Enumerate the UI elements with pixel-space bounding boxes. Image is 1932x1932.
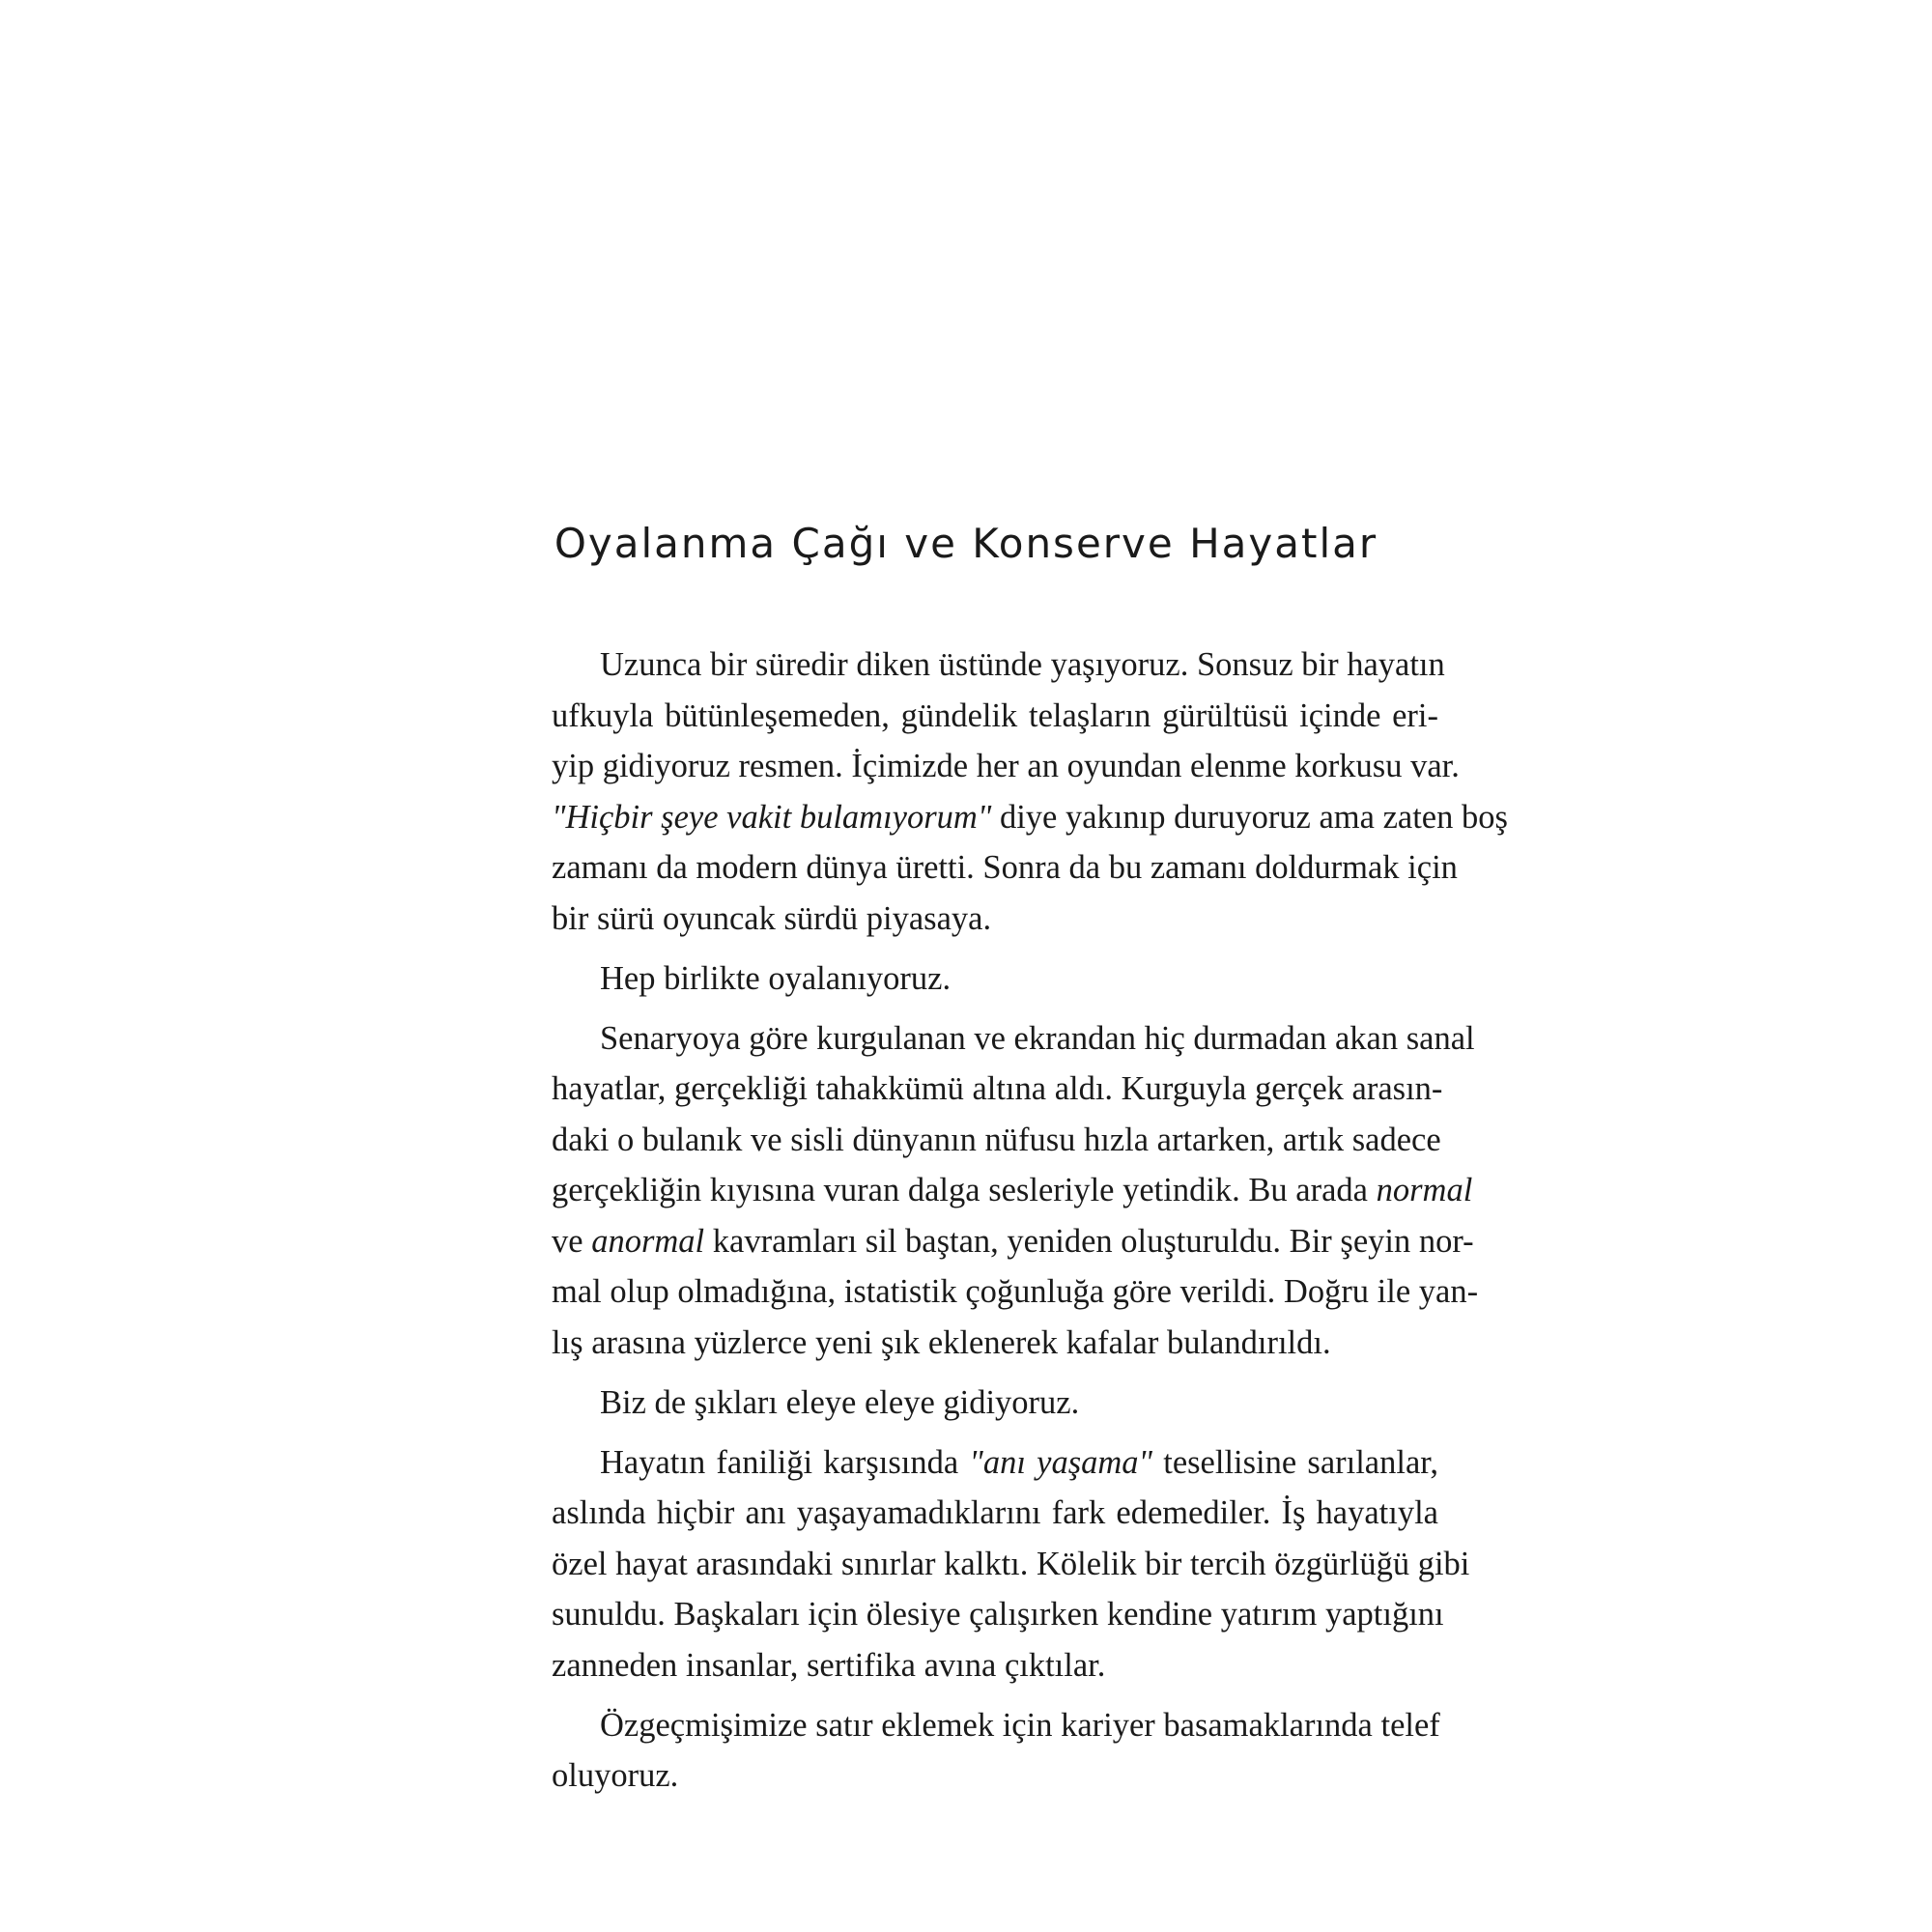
paragraph-2 <box>503 953 1438 1005</box>
text-line <box>503 1437 1438 1489</box>
italic-quote: "Hiçbir şeye vakit bulamıyorum" <box>552 798 992 836</box>
text-line: daki o bulanık ve sisli dünyanın nüfusu hızla artarken, artık sadece <box>552 1121 1441 1158</box>
text-line <box>503 1165 1473 1216</box>
text-run: diye yakınıp duruyoruz ama zaten boş <box>991 798 1508 836</box>
text-line: Senaryoya göre kurgulanan ve ekrandan hiç durmadan akan sanal <box>600 1019 1475 1057</box>
text-line: hayatlar, gerçekliği tahakkümü altına aldı. Kurguyla gerçek arasın- <box>552 1070 1443 1107</box>
text-line: mal olup olmadığına, istatistik çoğunluğa göre verildi. Doğru ile yan- <box>552 1273 1479 1310</box>
text-line: sunuldu. Başkaları için ölesiye çalışırken kendine yatırım yaptığını <box>552 1596 1444 1633</box>
paragraph-5 <box>503 1437 1470 1691</box>
italic-word: normal <box>1376 1172 1473 1208</box>
paragraph-3 <box>503 1013 1479 1369</box>
text-line: oluyoruz. <box>552 1757 679 1794</box>
text-run: kavramları sil baştan, yeniden oluşturuldu. Bir şeyin nor- <box>704 1222 1474 1260</box>
text-run: tesellisine sarılanlar, <box>1152 1443 1438 1481</box>
text-line <box>503 1216 1474 1267</box>
text-line: ufkuyla bütünleşemeden, gündelik telaşların gürültüsü içinde eri- <box>552 696 1438 734</box>
paragraph-6 <box>503 1700 1438 1802</box>
italic-quote: "anı yaşama" <box>969 1443 1153 1481</box>
text-line: Özgeçmişimize satır eklemek için kariyer basamaklarında telef <box>600 1706 1440 1744</box>
text-line: özel hayat arasındaki sınırlar kalktı. Kölelik bir tercih özgürlüğü gibi <box>552 1545 1470 1582</box>
paragraph-4 <box>503 1378 1438 1429</box>
text-line: zamanı da modern dünya üretti. Sonra da bu zamanı doldurmak için <box>552 849 1458 886</box>
text-line: lış arasına yüzlerce yeni şık eklenerek kafalar bulandırıldı. <box>552 1323 1331 1361</box>
text-run: ve <box>552 1222 592 1260</box>
text-line: zanneden insanlar, sertifika avına çıktılar. <box>552 1646 1106 1684</box>
text-line <box>503 792 1508 843</box>
text-line: Hep birlikte oyalanıyoruz. <box>600 959 952 997</box>
paragraph-1 <box>503 639 1508 944</box>
chapter-title: Oyalanma Çağı ve Konserve Hayatlar <box>554 520 1378 567</box>
text-run: gerçekliğin kıyısına vuran dalga sesleriyle yetindik. Bu arada <box>552 1172 1377 1208</box>
text-run: Hayatın faniliği karşısında <box>600 1443 970 1481</box>
text-line: bir sürü oyuncak sürdü piyasaya. <box>552 899 992 937</box>
text-line: Uzunca bir süredir diken üstünde yaşıyoruz. Sonsuz bir hayatın <box>600 646 1445 683</box>
italic-word: anormal <box>591 1222 705 1260</box>
text-line: yip gidiyoruz resmen. İçimizde her an oyundan elenme korkusu var. <box>552 748 1460 784</box>
text-line: aslında hiçbir anı yaşayamadıklarını fark edemediler. İş hayatıyla <box>552 1494 1438 1531</box>
chapter-body <box>503 639 1508 1810</box>
text-line: Biz de şıkları eleye eleye gidiyoruz. <box>600 1383 1080 1421</box>
